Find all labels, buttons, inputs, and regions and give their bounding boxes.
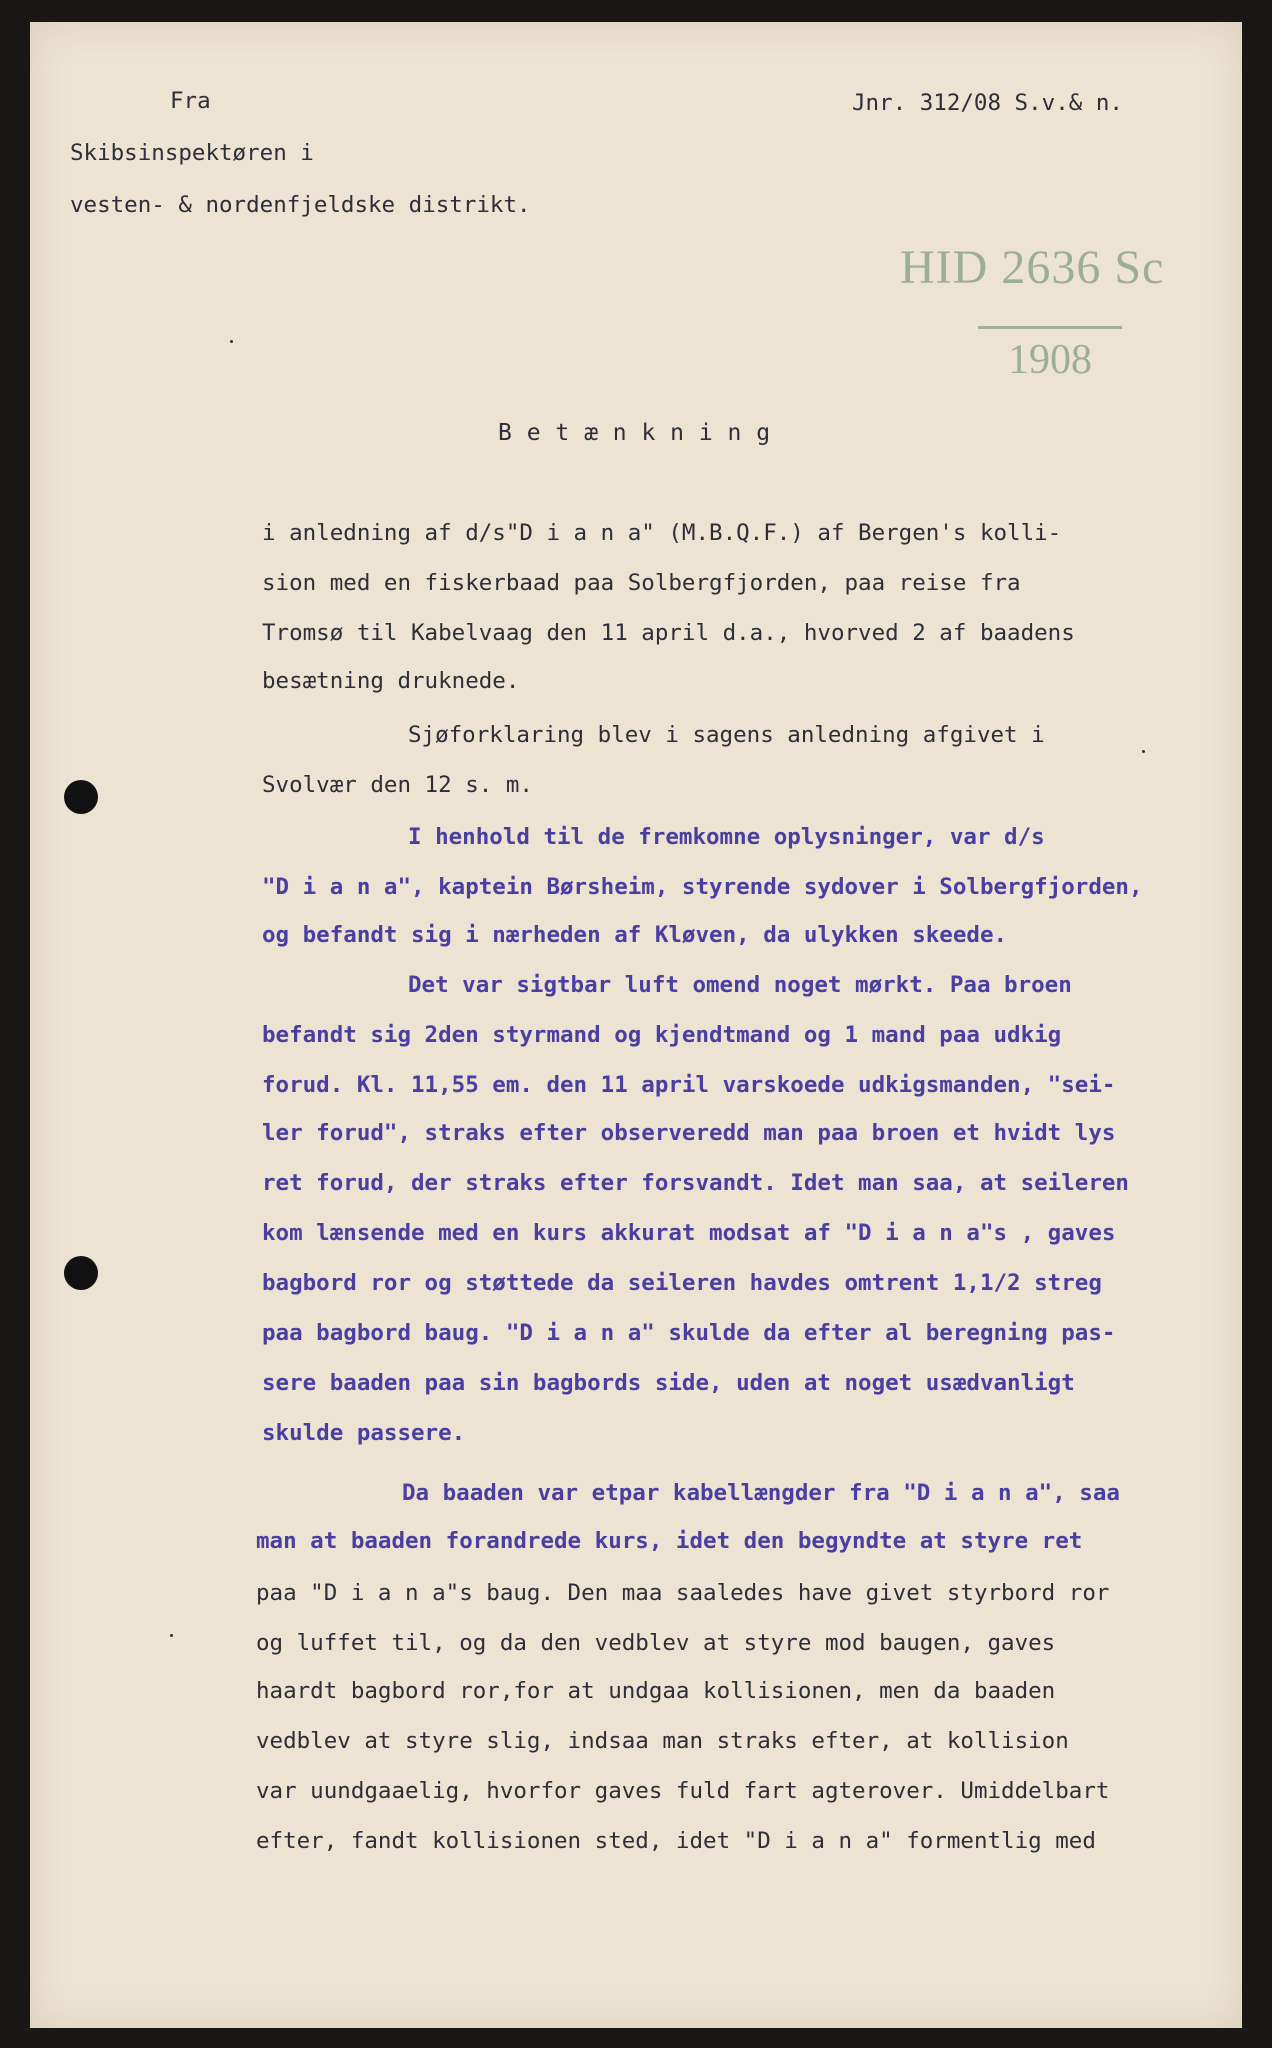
- body-line: bagbord ror og støttede da seileren havdes omtrent 1,1/2 streg: [262, 1270, 1102, 1296]
- body-line: vedblev at styre slig, indsaa man straks efter, at kollision: [256, 1728, 1069, 1754]
- body-line: I henhold til de fremkomne oplysninger, var d/s: [408, 824, 1045, 850]
- body-line: befandt sig 2den styrmand og kjendtmand og 1 mand paa udkig: [262, 1022, 1062, 1048]
- journal-number: Jnr. 312/08 S.v.& n.: [852, 90, 1123, 116]
- body-line: ret forud, der straks efter forsvandt. Idet man saa, at seileren: [262, 1170, 1129, 1196]
- body-line: Svolvær den 12 s. m.: [262, 772, 533, 798]
- body-line: besætning druknede.: [262, 668, 520, 694]
- body-line: og luffet til, og da den vedblev at styre mod baugen, gaves: [256, 1630, 1056, 1656]
- body-line: man at baaden forandrede kurs, idet den begyndte at styre ret: [256, 1528, 1083, 1554]
- body-line: var uundgaaelig, hvorfor gaves fuld fart agterover. Umiddelbart: [256, 1778, 1110, 1804]
- body-line: haardt bagbord ror,for at undgaa kollisionen, men da baaden: [256, 1678, 1056, 1704]
- body-line: ler forud", straks efter observeredd man paa broen et hvidt lys: [262, 1120, 1116, 1146]
- sender-line-2: vesten- & nordenfjeldske distrikt.: [70, 192, 531, 218]
- body-line: og befandt sig i nærheden af Kløven, da ulykken skeede.: [262, 922, 1008, 948]
- ink-speck: [1142, 750, 1145, 753]
- body-line: efter, fandt kollisionen sted, idet "D i a n a" formentlig med: [256, 1828, 1096, 1854]
- body-line: "D i a n a", kaptein Børsheim, styrende sydover i Solbergfjorden,: [262, 874, 1143, 900]
- registry-stamp-bar: [978, 326, 1122, 329]
- ink-speck: [230, 340, 233, 343]
- registry-stamp-year: 1908: [1008, 337, 1092, 383]
- body-line: sion med en fiskerbaad paa Solbergfjorden, paa reise fra: [262, 570, 1021, 596]
- body-line: Sjøforklaring blev i sagens anledning afgivet i: [408, 722, 1045, 748]
- ink-speck: [170, 1634, 173, 1637]
- body-line: Det var sigtbar luft omend noget mørkt. Paa broen: [408, 972, 1072, 998]
- body-line: forud. Kl. 11,55 em. den 11 april varskoede udkigsmanden, "sei-: [262, 1072, 1116, 1098]
- body-line: kom lænsende med en kurs akkurat modsat af "D i a n a"s , gaves: [262, 1220, 1116, 1246]
- document-title: B e t æ n k n i n g: [498, 420, 771, 446]
- punch-hole-bottom: [64, 1256, 98, 1290]
- body-line: skulde passere.: [262, 1420, 466, 1446]
- body-line: Tromsø til Kabelvaag den 11 april d.a., hvorved 2 af baadens: [262, 620, 1075, 646]
- from-label: Fra: [170, 88, 211, 114]
- registry-stamp: HID 2636 Sc: [900, 241, 1165, 294]
- punch-hole-top: [64, 780, 98, 814]
- body-line: paa "D i a n a"s baug. Den maa saaledes have givet styrbord ror: [256, 1580, 1110, 1606]
- body-line: sere baaden paa sin bagbords side, uden at noget usædvanligt: [262, 1370, 1075, 1396]
- body-line: i anledning af d/s"D i a n a" (M.B.Q.F.) af Bergen's kolli-: [262, 520, 1062, 546]
- body-line: paa bagbord baug. "D i a n a" skulde da efter al beregning pas-: [262, 1320, 1116, 1346]
- document-page: [30, 22, 1242, 2028]
- sender-line-1: Skibsinspektøren i: [70, 140, 314, 166]
- body-line: Da baaden var etpar kabellængder fra "D i a n a", saa: [402, 1480, 1120, 1506]
